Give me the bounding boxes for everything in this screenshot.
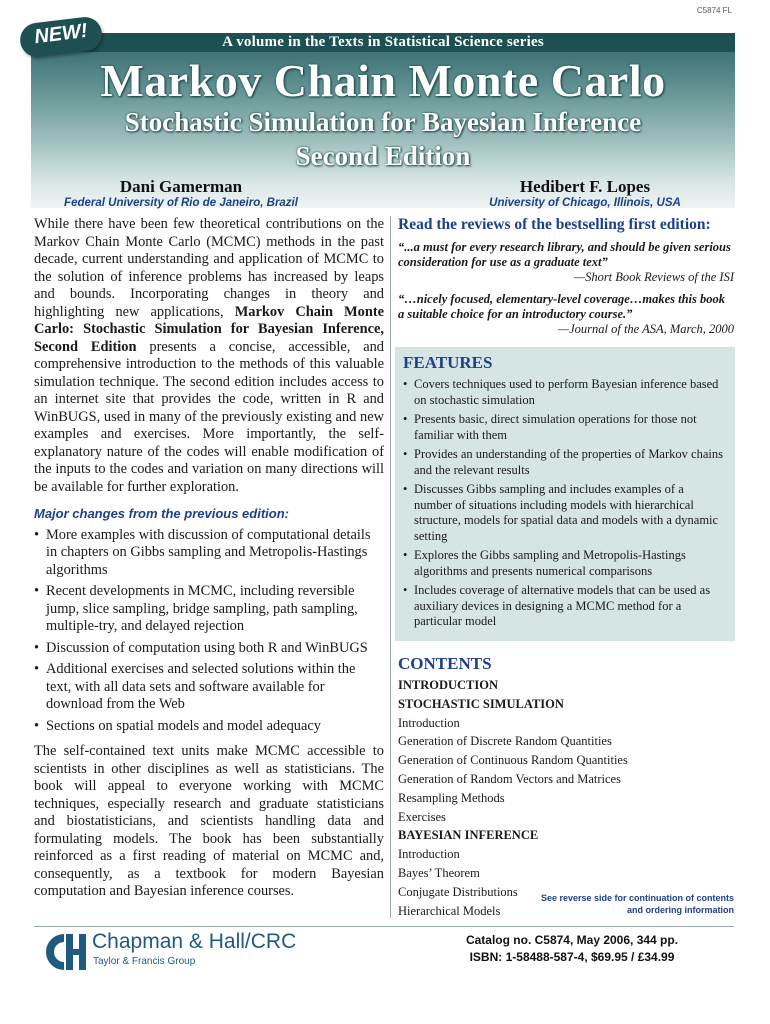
reverse-note-line: and ordering information [627,905,734,915]
author-affiliation: Federal University of Rio de Janeiro, Brazil [64,197,298,209]
publisher-name: Chapman & Hall/CRC [92,930,297,953]
intro-book-title: Markov Chain Monte Carlo: Stochastic Simulation for Bayesian Inference, Second Edition [34,303,384,355]
contents-item: Generation of Random Vectors and Matrices [398,771,621,786]
contents-item: INTRODUCTION [398,678,499,692]
footer-divider [34,926,734,927]
contents-item: Bayes’ Theorem [398,865,480,880]
author-name: Hedibert F. Lopes [519,177,651,196]
list-item: • Additional exercises and selected solutions within the text, with all data sets and software available for download from the Web [34,661,384,714]
changes-list [34,527,384,736]
list-item: • Explores the Gibbs sampling and Metropolis-Hastings algorithms and presents numerical comparisons [403,548,723,579]
catalog-code: C5874 FL [696,6,732,15]
features-box [395,347,735,641]
contents-item: STOCHASTIC SIMULATION [398,696,564,711]
intro-paragraph [34,216,384,496]
author-2 [435,177,735,209]
reverse-note-line: See reverse side for continuation of contents [540,893,734,903]
contents-section [398,654,734,920]
list-item: • Sections on spatial models and model adequacy [34,718,384,736]
reverse-side-note [520,892,734,916]
book-title: Markov Chain Monte Carlo [100,55,666,106]
contents-item: Introduction [398,847,460,862]
book-edition: Second Edition [295,141,471,171]
list-item: • Presents basic, direct simulation operations for those not familiar with them [403,412,723,443]
features-list [403,377,723,634]
contents-item: BAYESIAN INFERENCE [398,828,539,843]
contents-item: Resampling Methods [398,790,505,805]
catalog-info [410,932,734,966]
author-name: Dani Gamerman [119,177,243,196]
review-quote: “…nicely focused, elementary-level coverage…makes this book a suitable choice for an introductory course.” [398,292,726,321]
description-column [34,216,384,901]
author-1 [31,177,331,209]
intro-text: While there have been few theoretical contributions on the Markov Chain Monte Carlo (MCMC) methods in the past decade, current understanding and application of MCMC to the solution of inference problems has increased by leaps and bounds. Incorporating changes in theory and highlighting new applications, [34,216,384,320]
author-affiliation: University of Chicago, Illinois, USA [489,197,681,209]
reviews-heading: Read the reviews of the bestselling first edition: [398,216,711,233]
contents-item: Introduction [398,715,460,730]
list-item: • Provides an understanding of the properties of Markov chains and the relevant results [403,447,723,478]
reviews-section [398,216,734,344]
closing-paragraph: The self-contained text units make MCMC accessible to scientists in other disciplines as well as statisticians. The book will appeal to everyone working with MCMC techniques, especially research and graduate statisticians and biostatisticians, and scientists handling data and formulating models. The book has been substantially reinforced as a first reading of material on MCMC and, consequently, as a textbook for modern Bayesian computation and Bayesian inference courses. [34,743,384,899]
features-heading: FEATURES [403,353,493,372]
column-divider [390,216,391,918]
contents-item: Exercises [398,809,446,824]
review-source: —Journal of the ASA, March, 2000 [557,322,734,336]
list-item: • Covers techniques used to perform Bayesian inference based on stochastic simulation [403,377,723,408]
new-badge [20,20,104,58]
contents-heading: CONTENTS [398,654,492,673]
review-source: —Short Book Reviews of the ISI [573,270,734,284]
publisher-logo-icon [42,932,88,972]
title-banner [31,33,735,208]
list-item: • Discussion of computation using both R and WinBUGS [34,640,384,658]
intro-text-continued: presents a concise, accessible, and comprehensive introduction to the methods of this valuable simulation technique. The second edition includes access to an internet site that provides the code, written in R and WinBUGS, used in many of the previously existing and new examples and exercises. More importantly, the self-explanatory nature of the codes will enable modification of the inputs to the codes and variation on many directions will be available for further exploration. [34,338,385,495]
list-item: • Recent developments in MCMC, including reversible jump, slice sampling, bridge sampling, path sampling, multiple-try, and delayed rejection [34,583,384,636]
isbn-line: ISBN: 1-58488-587-4, $69.95 / £34.99 [469,950,675,964]
publisher-subtitle: Taylor & Francis Group [93,956,196,967]
contents-item: Conjugate Distributions [398,884,518,899]
list-item: • Discusses Gibbs sampling and includes examples of a number of situations including models with hierarchical structure, models for spatial data and models with a dynamic setting [403,482,723,544]
review-quote: “...a must for every research library, and should be given serious consideration for use as a graduate text” [398,240,731,269]
contents-item: Generation of Continuous Random Quantities [398,753,628,768]
catalog-line: Catalog no. C5874, May 2006, 344 pp. [465,933,679,947]
badge-label: NEW! [33,19,89,49]
changes-heading: Major changes from the previous edition: [34,506,289,521]
contents-item: Generation of Discrete Random Quantities [398,734,612,749]
list-item: • Includes coverage of alternative models that can be used as auxiliary devices in designing a MCMC method for a particular model [403,583,723,630]
series-line: A volume in the Texts in Statistical Science series [31,33,735,52]
contents-item: Hierarchical Models [398,903,501,918]
list-item: • More examples with discussion of computational details in chapters on Gibbs sampling and Metropolis-Hastings algorithms [34,527,384,580]
book-subtitle: Stochastic Simulation for Bayesian Inference [124,107,642,137]
